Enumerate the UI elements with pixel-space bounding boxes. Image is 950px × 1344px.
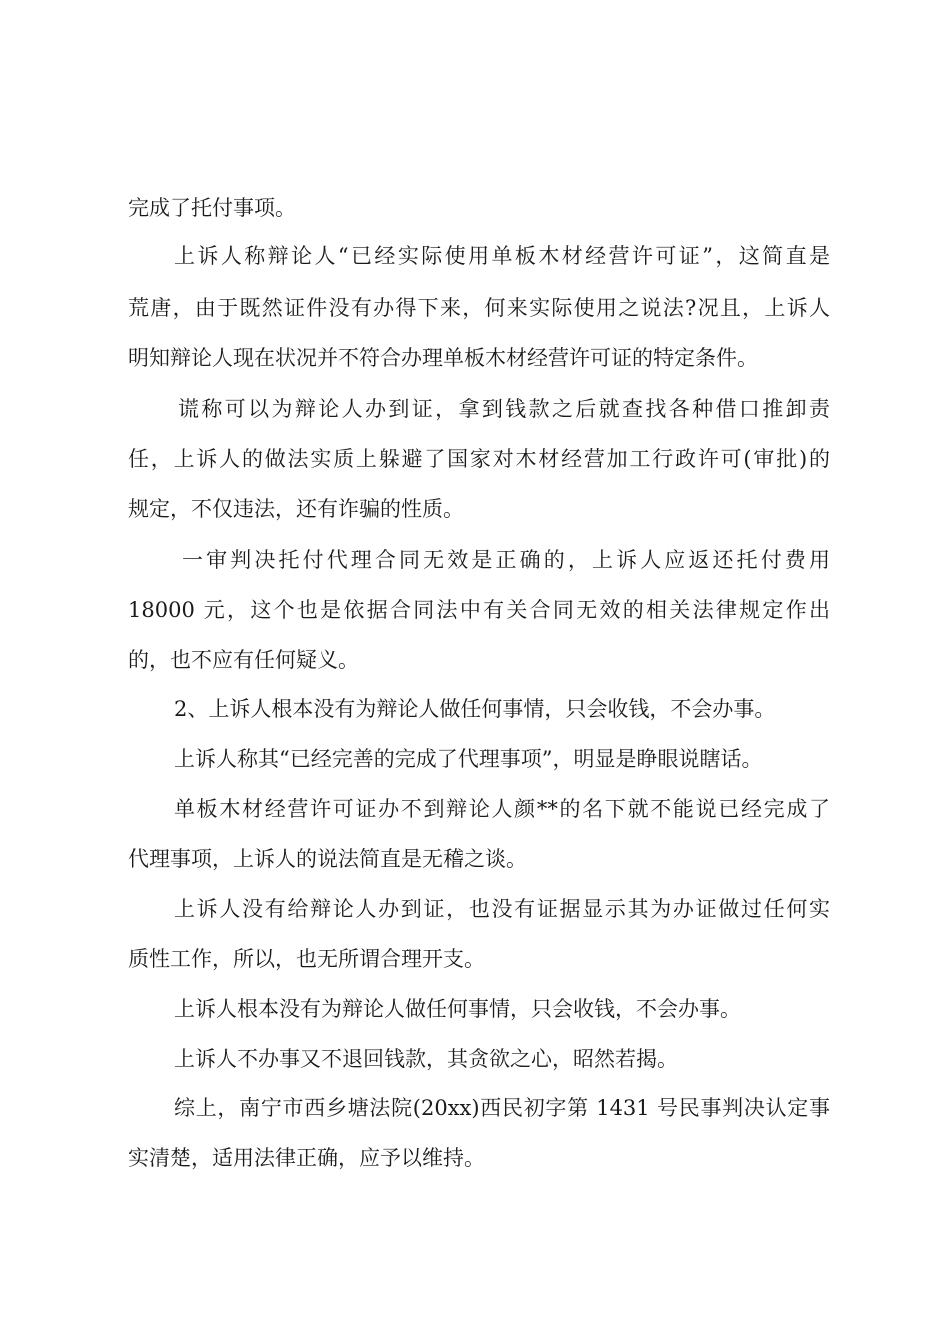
paragraph-line: 一审判决托付代理合同无效是正确的，上诉人应返还托付费用 xyxy=(182,548,830,572)
paragraph-line: 上诉人不办事又不退回钱款，其贪欲之心，昭然若揭。 xyxy=(174,1047,678,1071)
paragraph-line: 任，上诉人的做法实质上躲避了国家对木材经营加工行政许可(审批)的 xyxy=(128,447,830,471)
paragraph-line: 上诉人根本没有为辩论人做任何事情，只会收钱，不会办事。 xyxy=(174,997,741,1021)
paragraph-line: 的，也不应有任何疑义。 xyxy=(128,648,359,672)
paragraph-line: 上诉人称辩论人“已经实际使用单板木材经营许可证”，这简直是 xyxy=(174,244,830,268)
paragraph-line: 综上，南宁市西乡塘法院(20xx)西民初字第 1431 号民事判决认定事 xyxy=(174,1096,830,1120)
paragraph-line: 规定，不仅违法，还有诈骗的性质。 xyxy=(128,497,464,521)
paragraph-line: 质性工作，所以，也无所谓合理开支。 xyxy=(128,947,485,971)
paragraph-line: 2、上诉人根本没有为辩论人做任何事情，只会收钱，不会办事。 xyxy=(174,697,776,721)
paragraph-line: 明知辩论人现在状况并不符合办理单板木材经营许可证的特定条件。 xyxy=(128,346,758,370)
paragraph-line: 18000 元，这个也是依据合同法中有关合同无效的相关法律规定作出 xyxy=(128,598,830,622)
paragraph-line: 代理事项，上诉人的说法简直是无稽之谈。 xyxy=(128,847,527,871)
paragraph-line: 完成了托付事项。 xyxy=(128,196,296,220)
paragraph-line: 实清楚，适用法律正确，应予以维持。 xyxy=(128,1146,485,1170)
paragraph-line: 荒唐，由于既然证件没有办得下来，何来实际使用之说法?况且，上诉人 xyxy=(128,296,830,320)
paragraph-line: 上诉人没有给辩论人办到证，也没有证据显示其为办证做过任何实 xyxy=(174,897,830,921)
paragraph-line: 上诉人称其“已经完善的完成了代理事项”，明显是睁眼说瞎话。 xyxy=(174,747,763,771)
paragraph-line: 谎称可以为辩论人办到证，拿到钱款之后就查找各种借口推卸责 xyxy=(178,397,830,421)
paragraph-line: 单板木材经营许可证办不到辩论人颜**的名下就不能说已经完成了 xyxy=(174,797,830,821)
